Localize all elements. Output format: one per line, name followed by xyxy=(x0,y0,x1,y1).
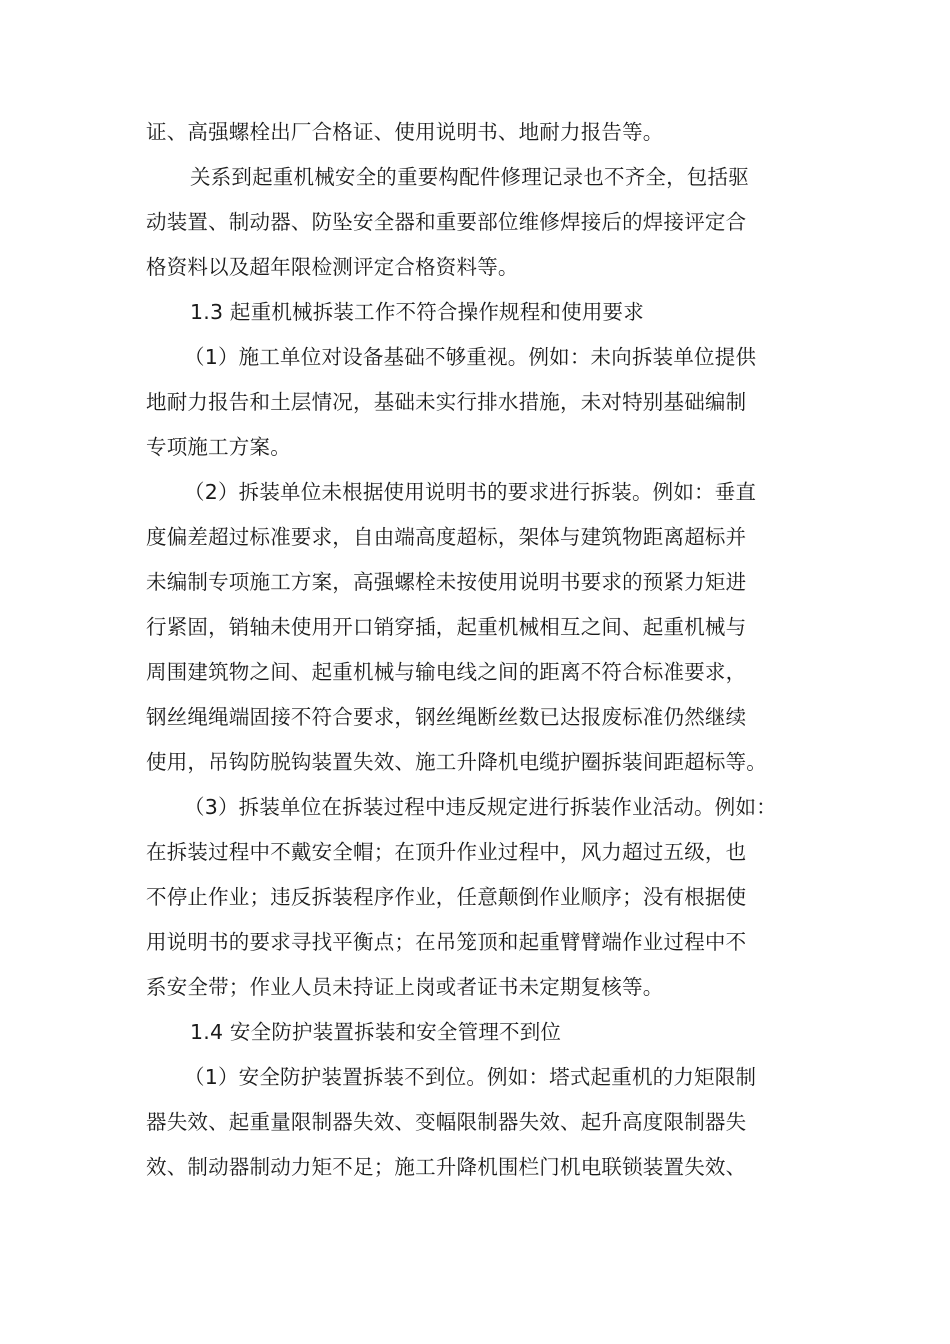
paragraph-line: 关系到起重机械安全的重要构配件修理记录也不齐全，包括驱 xyxy=(190,165,749,189)
text-line: 周围建筑物之间、起重机械与输电线之间的距离不符合标准要求， xyxy=(146,660,747,684)
text-line: 专项施工方案。 xyxy=(146,435,291,459)
text-line: 格资料以及超年限检测评定合格资料等。 xyxy=(146,255,519,279)
list-item-line: （2）拆装单位未根据使用说明书的要求进行拆装。例如：垂直 xyxy=(184,480,757,504)
text-line: 系安全带；作业人员未持证上岗或者证书未定期复核等。 xyxy=(146,975,664,999)
text-line: 动装置、制动器、防坠安全器和重要部位维修焊接后的焊接评定合 xyxy=(146,210,747,234)
text-line: 钢丝绳绳端固接不符合要求，钢丝绳断丝数已达报废标准仍然继续 xyxy=(146,705,747,729)
text-line: 使用，吊钩防脱钩装置失效、施工升降机电缆护圈拆装间距超标等。 xyxy=(146,750,767,774)
text-line: 不停止作业；违反拆装程序作业，任意颠倒作业顺序；没有根据使 xyxy=(146,885,747,909)
text-line: 行紧固，销轴未使用开口销穿插，起重机械相互之间、起重机械与 xyxy=(146,615,747,639)
text-line: 度偏差超过标准要求，自由端高度超标，架体与建筑物距离超标并 xyxy=(146,525,747,549)
text-line: 效、制动器制动力矩不足；施工升降机围栏门机电联锁装置失效、 xyxy=(146,1155,747,1179)
text-line: 在拆装过程中不戴安全帽；在顶升作业过程中，风力超过五级，也 xyxy=(146,840,747,864)
text-line: 证、高强螺栓出厂合格证、使用说明书、地耐力报告等。 xyxy=(146,120,664,144)
section-heading-1-3: 1.3 起重机械拆装工作不符合操作规程和使用要求 xyxy=(190,300,644,324)
text-line: 用说明书的要求寻找平衡点；在吊笼顶和起重臂臂端作业过程中不 xyxy=(146,930,747,954)
list-item-line: （1）安全防护装置拆装不到位。例如：塔式起重机的力矩限制 xyxy=(184,1065,757,1089)
text-line: 地耐力报告和土层情况，基础未实行排水措施，未对特别基础编制 xyxy=(146,390,747,414)
section-heading-1-4: 1.4 安全防护装置拆装和安全管理不到位 xyxy=(190,1020,562,1044)
document-page xyxy=(146,110,811,1190)
text-line: 未编制专项施工方案，高强螺栓未按使用说明书要求的预紧力矩进 xyxy=(146,570,747,594)
list-item-line: （3）拆装单位在拆装过程中违反规定进行拆装作业活动。例如： xyxy=(184,795,777,819)
text-line: 器失效、起重量限制器失效、变幅限制器失效、起升高度限制器失 xyxy=(146,1110,747,1134)
list-item-line: （1）施工单位对设备基础不够重视。例如：未向拆装单位提供 xyxy=(184,345,757,369)
